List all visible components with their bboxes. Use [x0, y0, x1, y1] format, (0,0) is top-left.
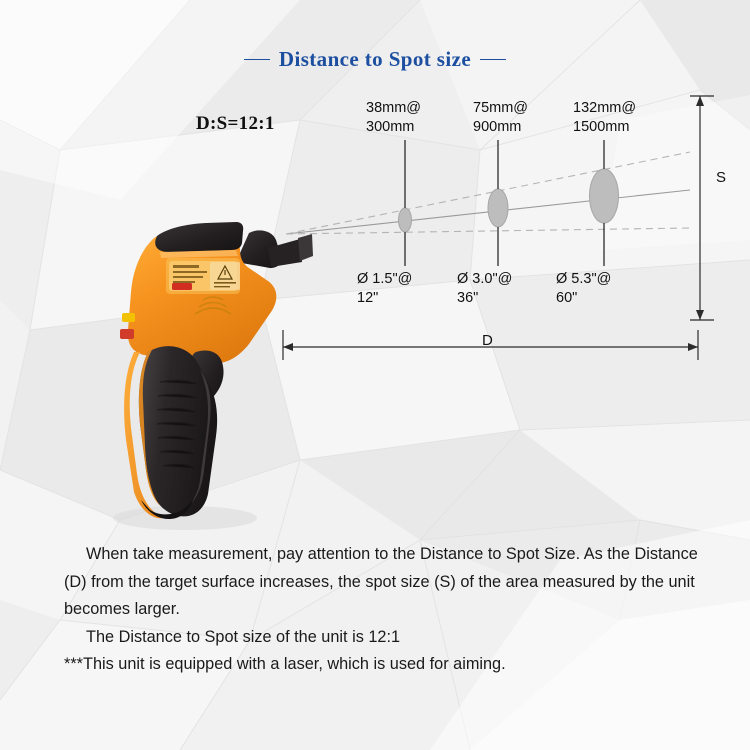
- axis-label-distance: D: [482, 332, 493, 349]
- spot-label-metric-1-line2: 300mm: [366, 119, 415, 135]
- title-rule-right: [480, 59, 506, 60]
- title-text: Distance to Spot size: [278, 46, 472, 71]
- spot-label-metric-3: [573, 99, 636, 137]
- ratio-label: D:S=12:1: [196, 113, 275, 134]
- spot-label-metric-1: [366, 99, 421, 137]
- spot-label-imperial-2: [457, 270, 512, 308]
- spot-label-metric-2-line1: 75mm@: [473, 100, 529, 116]
- description-paragraph-2: The Distance to Spot size of the unit is 12:1: [86, 627, 401, 646]
- description-block: [64, 541, 724, 679]
- spot-label-imperial-3-line2: 60": [556, 290, 578, 306]
- spot-label-imperial-1-line2: 12": [357, 290, 379, 306]
- spot-label-imperial-3-line1: Ø 5.3"@: [556, 271, 612, 287]
- spot-label-metric-1-line1: 38mm@: [366, 100, 422, 116]
- description-paragraph-3: ***This unit is equipped with a laser, which is used for aiming.: [64, 655, 506, 673]
- spot-label-metric-2-line2: 900mm: [473, 119, 522, 135]
- spot-label-imperial-3: [556, 270, 611, 308]
- spot-label-imperial-2-line2: 36": [457, 290, 479, 306]
- spot-label-metric-3-line2: 1500mm: [573, 119, 630, 135]
- description-paragraph-1: When take measurement, pay attention to the Distance to Spot Size. As the Distance (D) from the target surface increases, the spot size (S) of the area measured by the unit becomes larger.: [64, 545, 698, 618]
- spot-label-metric-2: [473, 99, 528, 137]
- axis-label-spot-size: S: [716, 169, 727, 186]
- spot-label-imperial-1-line1: Ø 1.5"@: [357, 271, 413, 287]
- title-rule-left: [244, 59, 270, 60]
- spot-label-imperial-2-line1: Ø 3.0"@: [457, 271, 513, 287]
- spot-label-imperial-1: [357, 270, 412, 308]
- page-title: [0, 44, 750, 74]
- spot-label-metric-3-line1: 132mm@: [573, 100, 637, 116]
